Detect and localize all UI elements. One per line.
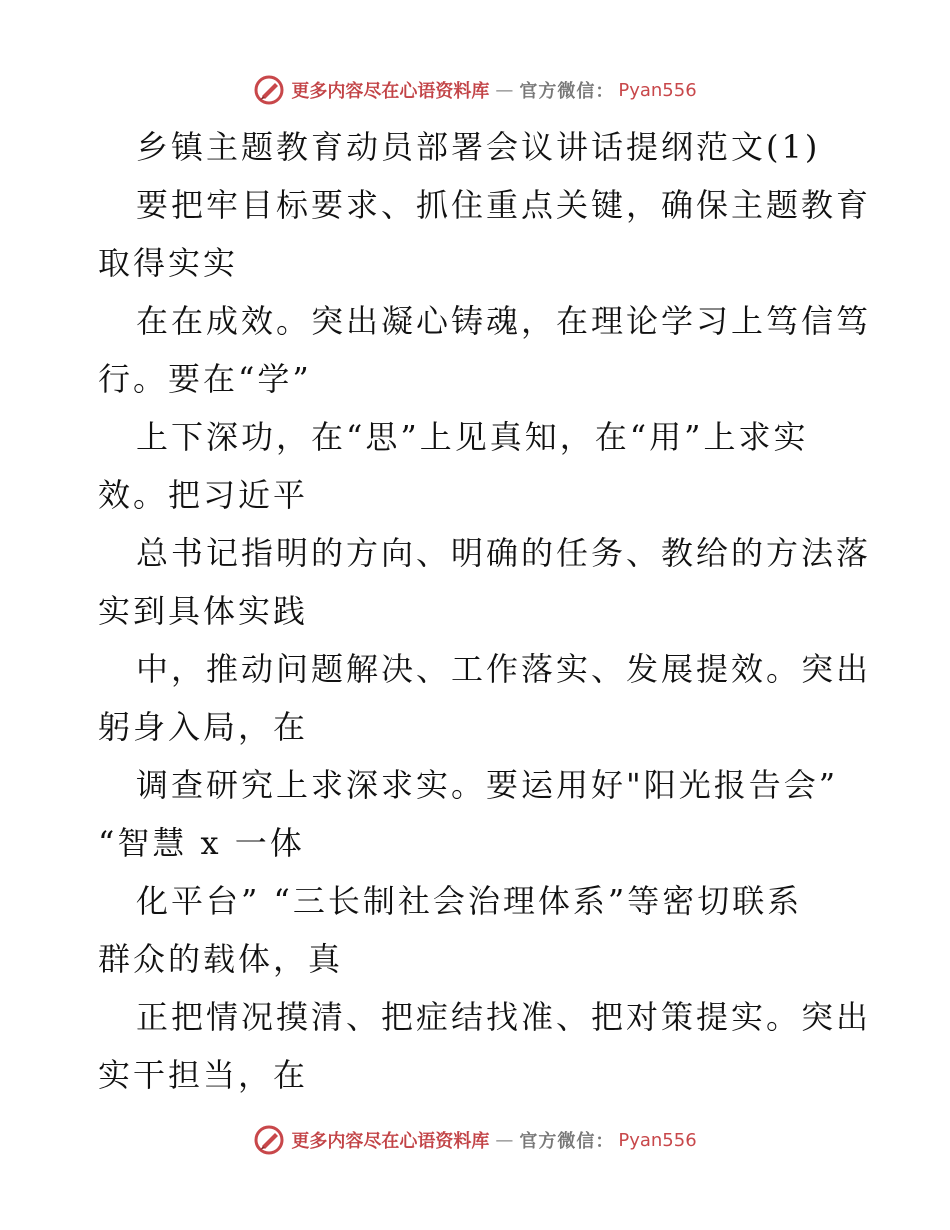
text-line: 正把情况摸清、把症结找准、把对策提实。突出	[136, 998, 872, 1036]
watermark-header	[0, 70, 950, 110]
brush-logo-icon	[253, 74, 285, 106]
watermark-footer	[0, 1120, 950, 1160]
text-line: 在在成效。突出凝心铸魂，在理论学习上笃信笃	[136, 302, 872, 340]
text-line: 实到具体实践	[98, 592, 309, 630]
text-line: 取得实实	[98, 244, 239, 282]
text-line: 躬身入局，在	[98, 708, 309, 746]
text-line: 行。要在“学”	[98, 360, 312, 398]
document-body	[98, 118, 872, 1104]
text-line: “智慧 x 一体	[98, 824, 305, 862]
watermark-channel: 官方微信：	[519, 1131, 615, 1152]
watermark-account: Pyan556	[618, 1129, 697, 1151]
watermark-separator: —	[495, 79, 514, 101]
text-line: 化平台” “三长制社会治理体系”等密切联系	[136, 882, 803, 920]
text-line: 群众的载体，真	[98, 940, 344, 978]
text-line: 效。把习近平	[98, 476, 309, 514]
text-line: 实干担当，在	[98, 1056, 309, 1094]
watermark-account: Pyan556	[618, 79, 697, 101]
text-line: 上下深功，在“思”上见真知，在“用”上求实	[136, 418, 809, 456]
brush-logo-icon	[253, 1124, 285, 1156]
watermark-channel: 官方微信：	[519, 81, 615, 102]
text-line: 要把牢目标要求、抓住重点关键，确保主题教育	[136, 186, 872, 224]
watermark-separator: —	[495, 1129, 514, 1151]
text-line: 中，推动问题解决、工作落实、发展提效。突出	[136, 650, 872, 688]
text-line: 总书记指明的方向、明确的任务、教给的方法落	[136, 534, 872, 572]
watermark-brand: 更多内容尽在心语资料库	[291, 81, 490, 102]
document-title: 乡镇主题教育动员部署会议讲话提纲范文(1)	[136, 128, 821, 166]
watermark-brand: 更多内容尽在心语资料库	[291, 1131, 490, 1152]
text-line: 调查研究上求深求实。要运用好"阳光报告会”	[136, 766, 839, 804]
